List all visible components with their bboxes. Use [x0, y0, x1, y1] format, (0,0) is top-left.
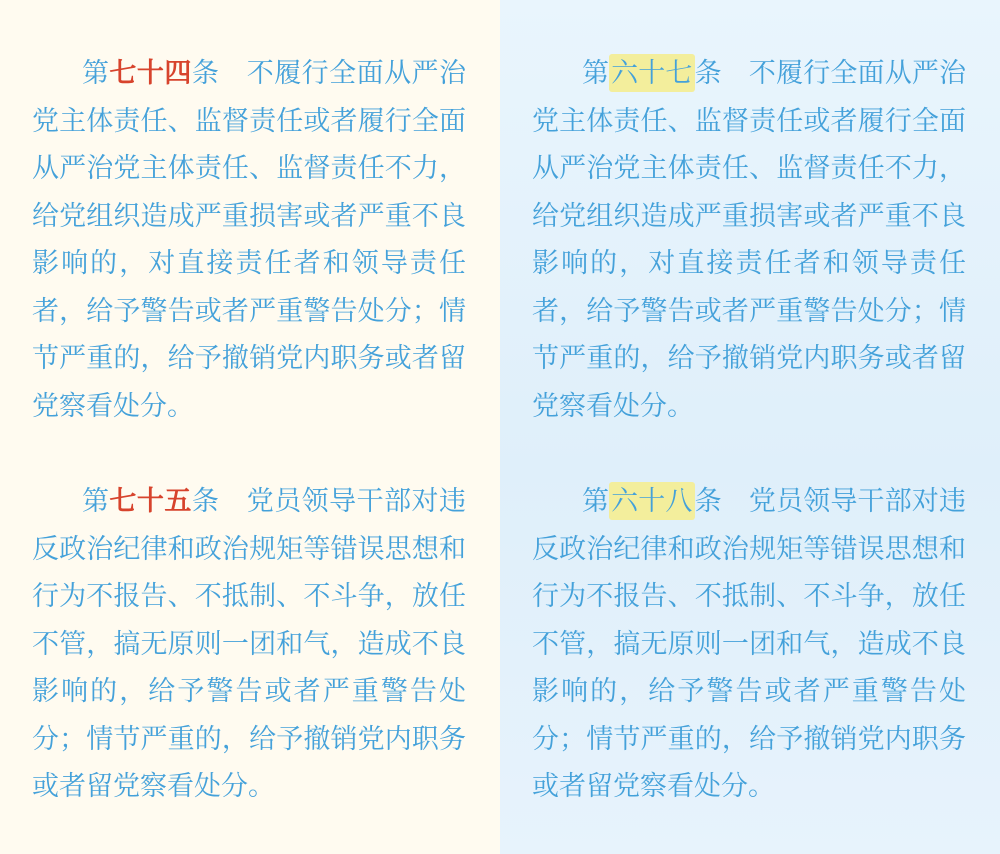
- article-number-suffix: 条: [694, 486, 722, 516]
- article-body: 党员领导干部对违反政治纪律和政治规矩等错误思想和行为不报告、不抵制、不斗争，放任不管，搞无原则一团和气，造成不良影响的，给予警告或者严重警告处分；情节严重的，给予撤销党内职务或者留党察看处分。: [32, 486, 467, 801]
- article-body: 不履行全面从严治党主体责任、监督责任或者履行全面从严治党主体责任、监督责任不力，给党组织造成严重损害或者严重不良影响的，对直接责任者和领导责任者，给予警告或者严重警告处分；情节严重的，给予撤销党内职务或者留党察看处分。: [32, 58, 467, 421]
- article-number-old: 七十五: [109, 486, 192, 516]
- article-body: 党员领导干部对违反政治纪律和政治规矩等错误思想和行为不报告、不抵制、不斗争，放任不管，搞无原则一团和气，造成不良影响的，给予警告或者严重警告处分；情节严重的，给予撤销党内职务或者留党察看处分。: [532, 486, 967, 801]
- article-number-prefix: 第: [81, 58, 110, 88]
- article-number-highlighted: 六十八: [609, 482, 694, 520]
- article-number-suffix: 条: [191, 486, 220, 516]
- new-regulation-panel: [500, 0, 1000, 854]
- article-number-prefix: 第: [581, 486, 610, 516]
- article-new-67: [532, 50, 966, 430]
- article-number-old: 七十四: [109, 58, 192, 88]
- article-new-68: [532, 478, 966, 811]
- article-number-highlighted: 六十七: [609, 54, 694, 92]
- article-body: 不履行全面从严治党主体责任、监督责任或者履行全面从严治党主体责任、监督责任不力，给党组织造成严重损害或者严重不良影响的，对直接责任者和领导责任者，给予警告或者严重警告处分；情节严重的，给予撤销党内职务或者留党察看处分。: [532, 58, 967, 421]
- article-number-prefix: 第: [581, 58, 610, 88]
- article-number-prefix: 第: [81, 486, 110, 516]
- article-old-75: [32, 478, 466, 811]
- article-number-suffix: 条: [191, 58, 220, 88]
- article-number-suffix: 条: [694, 58, 722, 88]
- article-old-74: [32, 50, 466, 430]
